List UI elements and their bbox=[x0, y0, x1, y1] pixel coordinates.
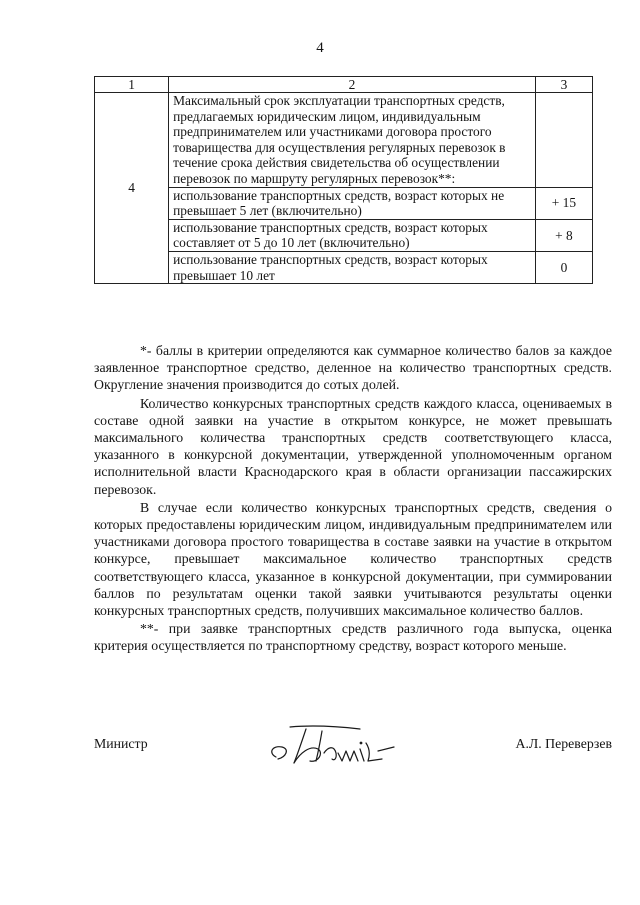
criterion-score-empty bbox=[535, 93, 592, 188]
criteria-table bbox=[94, 76, 593, 284]
option-text: использование транспортных средств, возраст которых составляет от 5 до 10 лет (включительно) bbox=[169, 219, 536, 251]
page-number: 4 bbox=[316, 40, 324, 56]
option-score: + 8 bbox=[535, 219, 592, 251]
option-text: использование транспортных средств, возраст которых превышает 10 лет bbox=[169, 251, 536, 283]
signer-title: Министр bbox=[94, 736, 148, 751]
header-col-2: 2 bbox=[169, 77, 536, 93]
option-score: 0 bbox=[535, 251, 592, 283]
note-paragraph: В случае если количество конкурсных транспортных средств, сведения о которых предоставлены юридическим лицом, индивидуальным предпринимателем или участниками договора простого товарищества в составе заявки на участие в открытом конкурсе, превышает максимальное количество транспортных средств соответствующего класса, указанное в конкурсной документации, при суммировании баллов по результатам оценки такой заявки учитываются результаты оценки конкурсных транспортных средств, получивших максимальное количество баллов. bbox=[94, 499, 612, 619]
header-col-3: 3 bbox=[535, 77, 592, 93]
handwritten-signature bbox=[264, 723, 414, 767]
notes-section bbox=[94, 342, 612, 655]
table-row bbox=[95, 251, 593, 283]
criterion-description: Максимальный срок эксплуатации транспортных средств, предлагаемых юридическим лицом, индивидуальным предпринимателем или участниками договора простого товарищества для осуществления регулярных перевозок в течение срока действия свидетельства об осуществлении перевозок по маршруту регулярных перевозок**: bbox=[169, 93, 536, 188]
table-row bbox=[95, 187, 593, 219]
note-paragraph: Количество конкурсных транспортных средств каждого класса, оцениваемых в составе одной заявки на участие в открытом конкурсе, не может превышать максимального количества транспортных средств соответствующего класса, указанного в конкурсной документации, утвержденной уполномоченным органом исполнительной власти Краснодарского края в области организации пассажирских перевозок. bbox=[94, 395, 612, 497]
note-paragraph: *- баллы в критерии определяются как суммарное количество балов за каждое заявленное транспортное средство, деленное на количество транспортных средств. Округление значения производится до сотых долей. bbox=[94, 343, 612, 393]
option-text: использование транспортных средств, возраст которых не превышает 5 лет (включительно) bbox=[169, 187, 536, 219]
table-row bbox=[95, 219, 593, 251]
signer-name: А.Л. Переверзев bbox=[515, 736, 612, 751]
option-score: + 15 bbox=[535, 187, 592, 219]
table-row bbox=[95, 93, 593, 188]
table-header-row bbox=[95, 77, 593, 93]
note-paragraph: **- при заявке транспортных средств различного года выпуска, оценка критерия осуществляется по транспортному средству, возраст которого меньше. bbox=[94, 621, 612, 654]
header-col-1: 1 bbox=[95, 77, 169, 93]
signature-block bbox=[94, 725, 612, 765]
criterion-number: 4 bbox=[95, 93, 169, 284]
